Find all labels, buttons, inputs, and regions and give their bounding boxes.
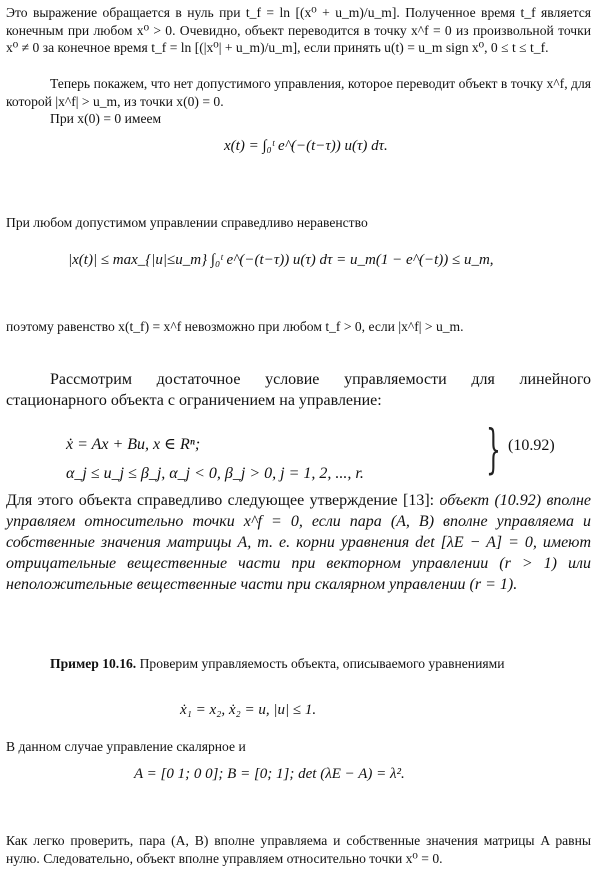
equation-number: (10.92) [508,437,555,454]
example-paragraph [6,655,591,673]
paragraph-scalar-control: В данном случае управление скалярное и [6,739,246,754]
equation-example-system: ẋ₁ = x₂, ẋ₂ = u, |u| ≤ 1. [180,702,317,718]
system-line-constraints: α_j ≤ u_j ≤ β_j, α_j < 0, β_j > 0, j = 1, 2, ..., r. [66,465,364,482]
system-line-dynamics: ẋ = Ax + Bu, x ∈ Rⁿ; [66,436,201,453]
paragraph-statement [6,490,591,595]
example-label: Пример 10.16. [50,656,137,671]
paragraph-impossible: поэтому равенство x(t_f) = x^f невозможно при любом t_f > 0, если |x^f| > u_m. [6,319,464,334]
equation-matrices: A = [0 1; 0 0]; B = [0; 1]; det (λE − A) = λ². [134,766,405,782]
equation-state-integral: x(t) = ∫₀ᵗ e^(−(t−τ)) u(τ) dτ. [224,138,388,154]
paragraph-sufficient-condition: Рассмотрим достаточное условие управляемости для линейного стационарного объекта с ограничением на управление: [6,371,591,409]
right-brace: } [486,420,501,480]
paragraph-no-control: Теперь покажем, что нет допустимого управления, которое переводит объект в точку x^f, для которой |x^f| > u_m, из точки x(0) = 0. [6,76,591,109]
paragraph-initial-state: При x(0) = 0 имеем [50,111,162,126]
paragraph-finite-time: Это выражение обращается в нуль при t_f = ln [(x⁰ + u_m)/u_m]. Полученное время t_f является конечным при любом x⁰ > 0. Очевидно, объект переводится в точку x^f = 0 из произвольной точки x⁰ ≠ 0 за конечное время t_f = ln [(|x⁰| + u_m)/u_m], если принять u(t) = u_m sign x⁰, 0 ≤ t ≤ t_f. [6,5,591,56]
example-text: Проверим управляемость объекта, описываемого уравнениями [139,656,505,671]
system-equations [66,430,364,488]
statement-theorem: объект (10.92) вполне управляем относительно точки x^f = 0, если пара (A, B) вполне управляема и собственные значения матрицы A, т. е. корни уравнения det [λE − A] = 0, имеют отрицательные вещественные части при векторном управлении (r > 1) или неположительные вещественные части при скалярном управлении (r = 1). [6,492,592,593]
paragraph-conclusion: Как легко проверить, пара (A, B) вполне управляема и собственные значения матрицы A равны нулю. Следовательно, объект вполне управляем относительно точки x⁰ = 0. [6,833,591,866]
equation-bound-inequality: |x(t)| ≤ max_{|u|≤u_m} ∫₀ᵗ e^(−(t−τ)) u(τ) dτ = u_m(1 − e^(−t)) ≤ u_m, [68,252,494,268]
paragraph-inequality-intro: При любом допустимом управлении справедливо неравенство [6,215,368,230]
statement-lead: Для этого объекта справедливо следующее утверждение [13]: [6,492,435,509]
